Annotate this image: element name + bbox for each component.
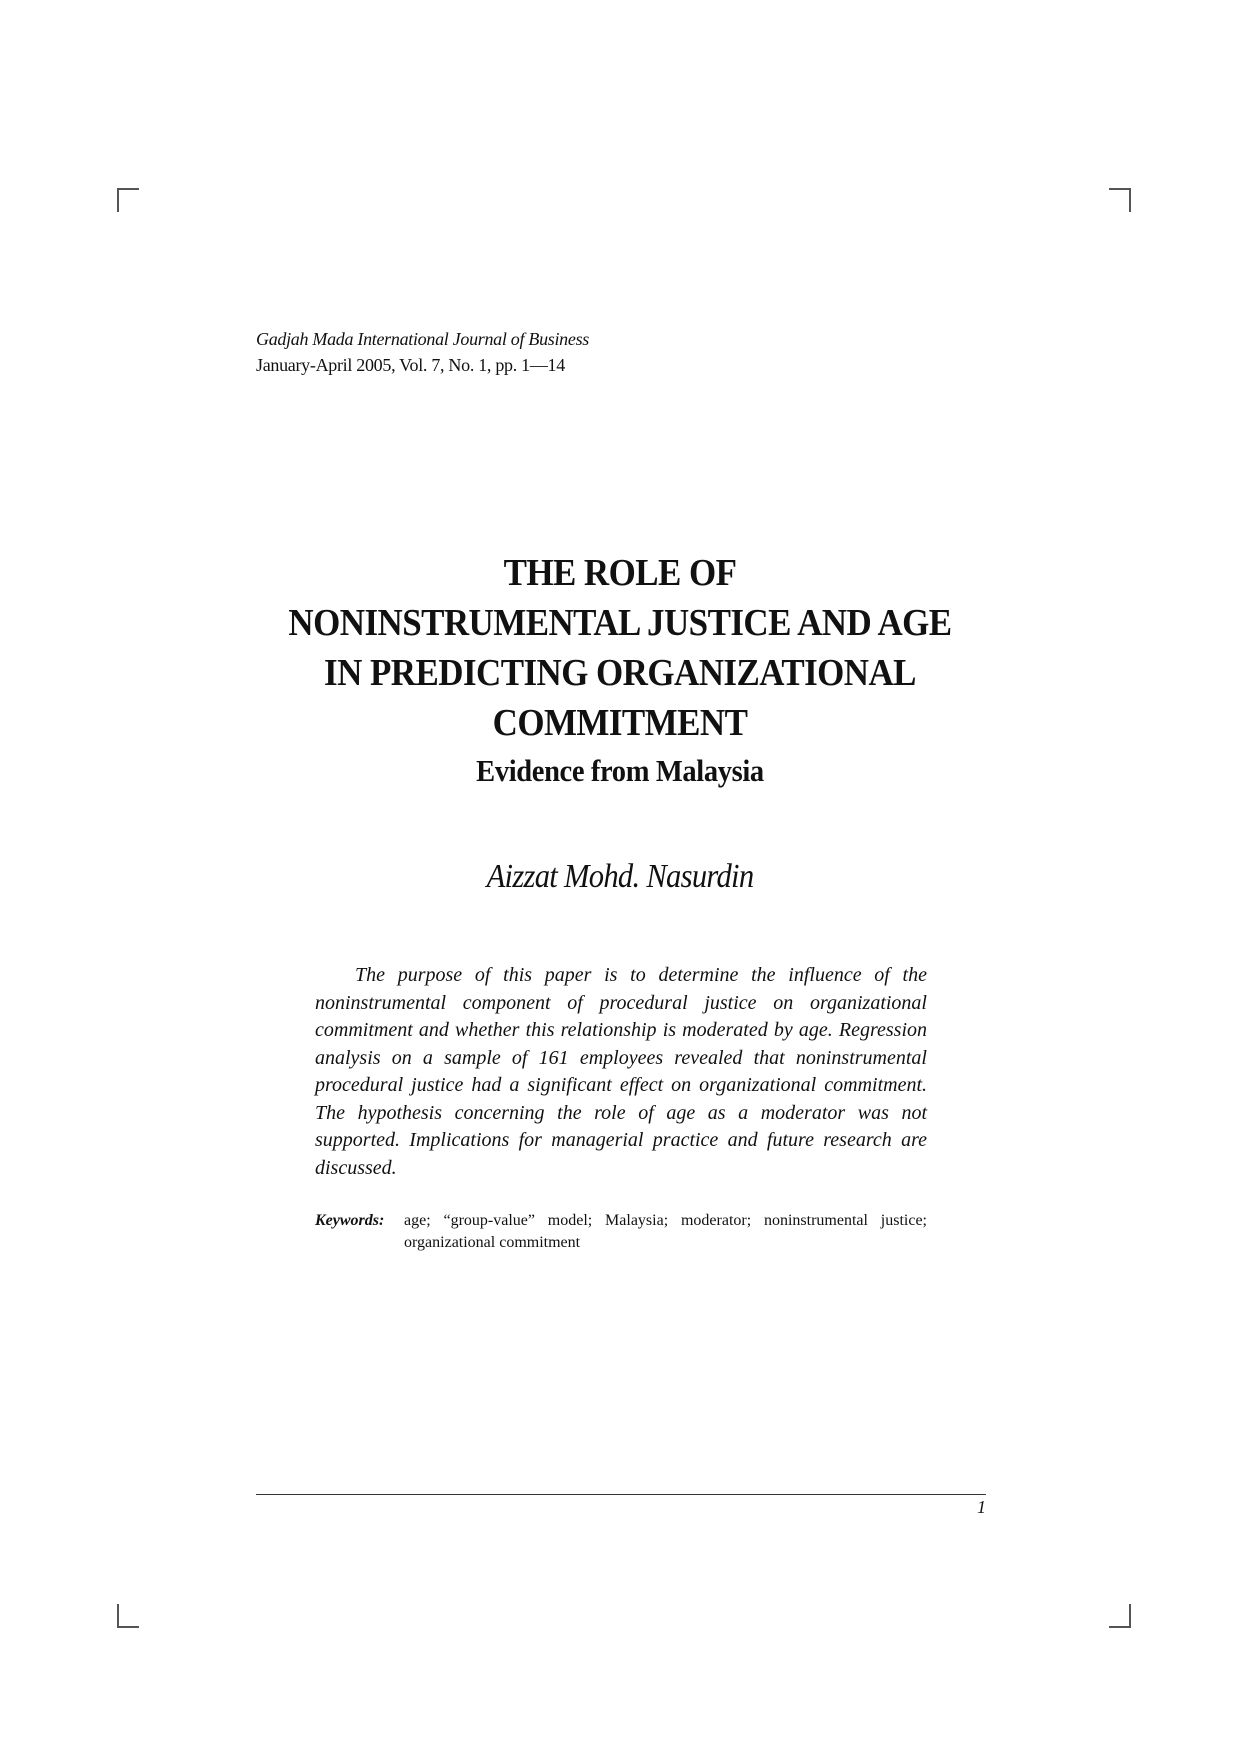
footer-rule [256,1494,986,1495]
crop-mark-bottom-left [117,1604,139,1628]
journal-issue: January-April 2005, Vol. 7, No. 1, pp. 1—14 [256,355,565,375]
crop-mark-top-right [1109,188,1131,212]
journal-header [256,326,589,378]
keywords-text: age; “group-value” model; Malaysia; moderator; noninstrumental justice; organizational commitment [404,1212,927,1251]
title-line-1: THE ROLE OF [503,552,737,594]
keywords-label: Keywords: [315,1212,385,1229]
crop-mark-bottom-right [1109,1604,1131,1628]
author-name: Aizzat Mohd. Nasurdin [486,858,754,895]
title-line-4: COMMITMENT [492,702,748,744]
title-line-3: IN PREDICTING ORGANIZATIONAL [324,652,916,694]
title-line-2: NONINSTRUMENTAL JUSTICE AND AGE [288,602,952,644]
page-number: 1 [977,1497,986,1517]
crop-mark-top-left [117,188,139,212]
paper-title [240,548,1000,794]
abstract: The purpose of this paper is to determine the influence of the noninstrumental component of procedural justice on organizational commitment and whether this relationship is moderated by age. Regression analysis on a sample of 161 employees revealed that noninstrumental procedural justice had a significant effect on organizational commitment. The hypothesis concerning the role of age as a moderator was not supported. Implications for managerial practice and future research are discussed. [315,964,927,1179]
paper-subtitle: Evidence from Malaysia [476,753,764,788]
journal-name: Gadjah Mada International Journal of Business [256,329,589,349]
keywords [315,1210,927,1254]
